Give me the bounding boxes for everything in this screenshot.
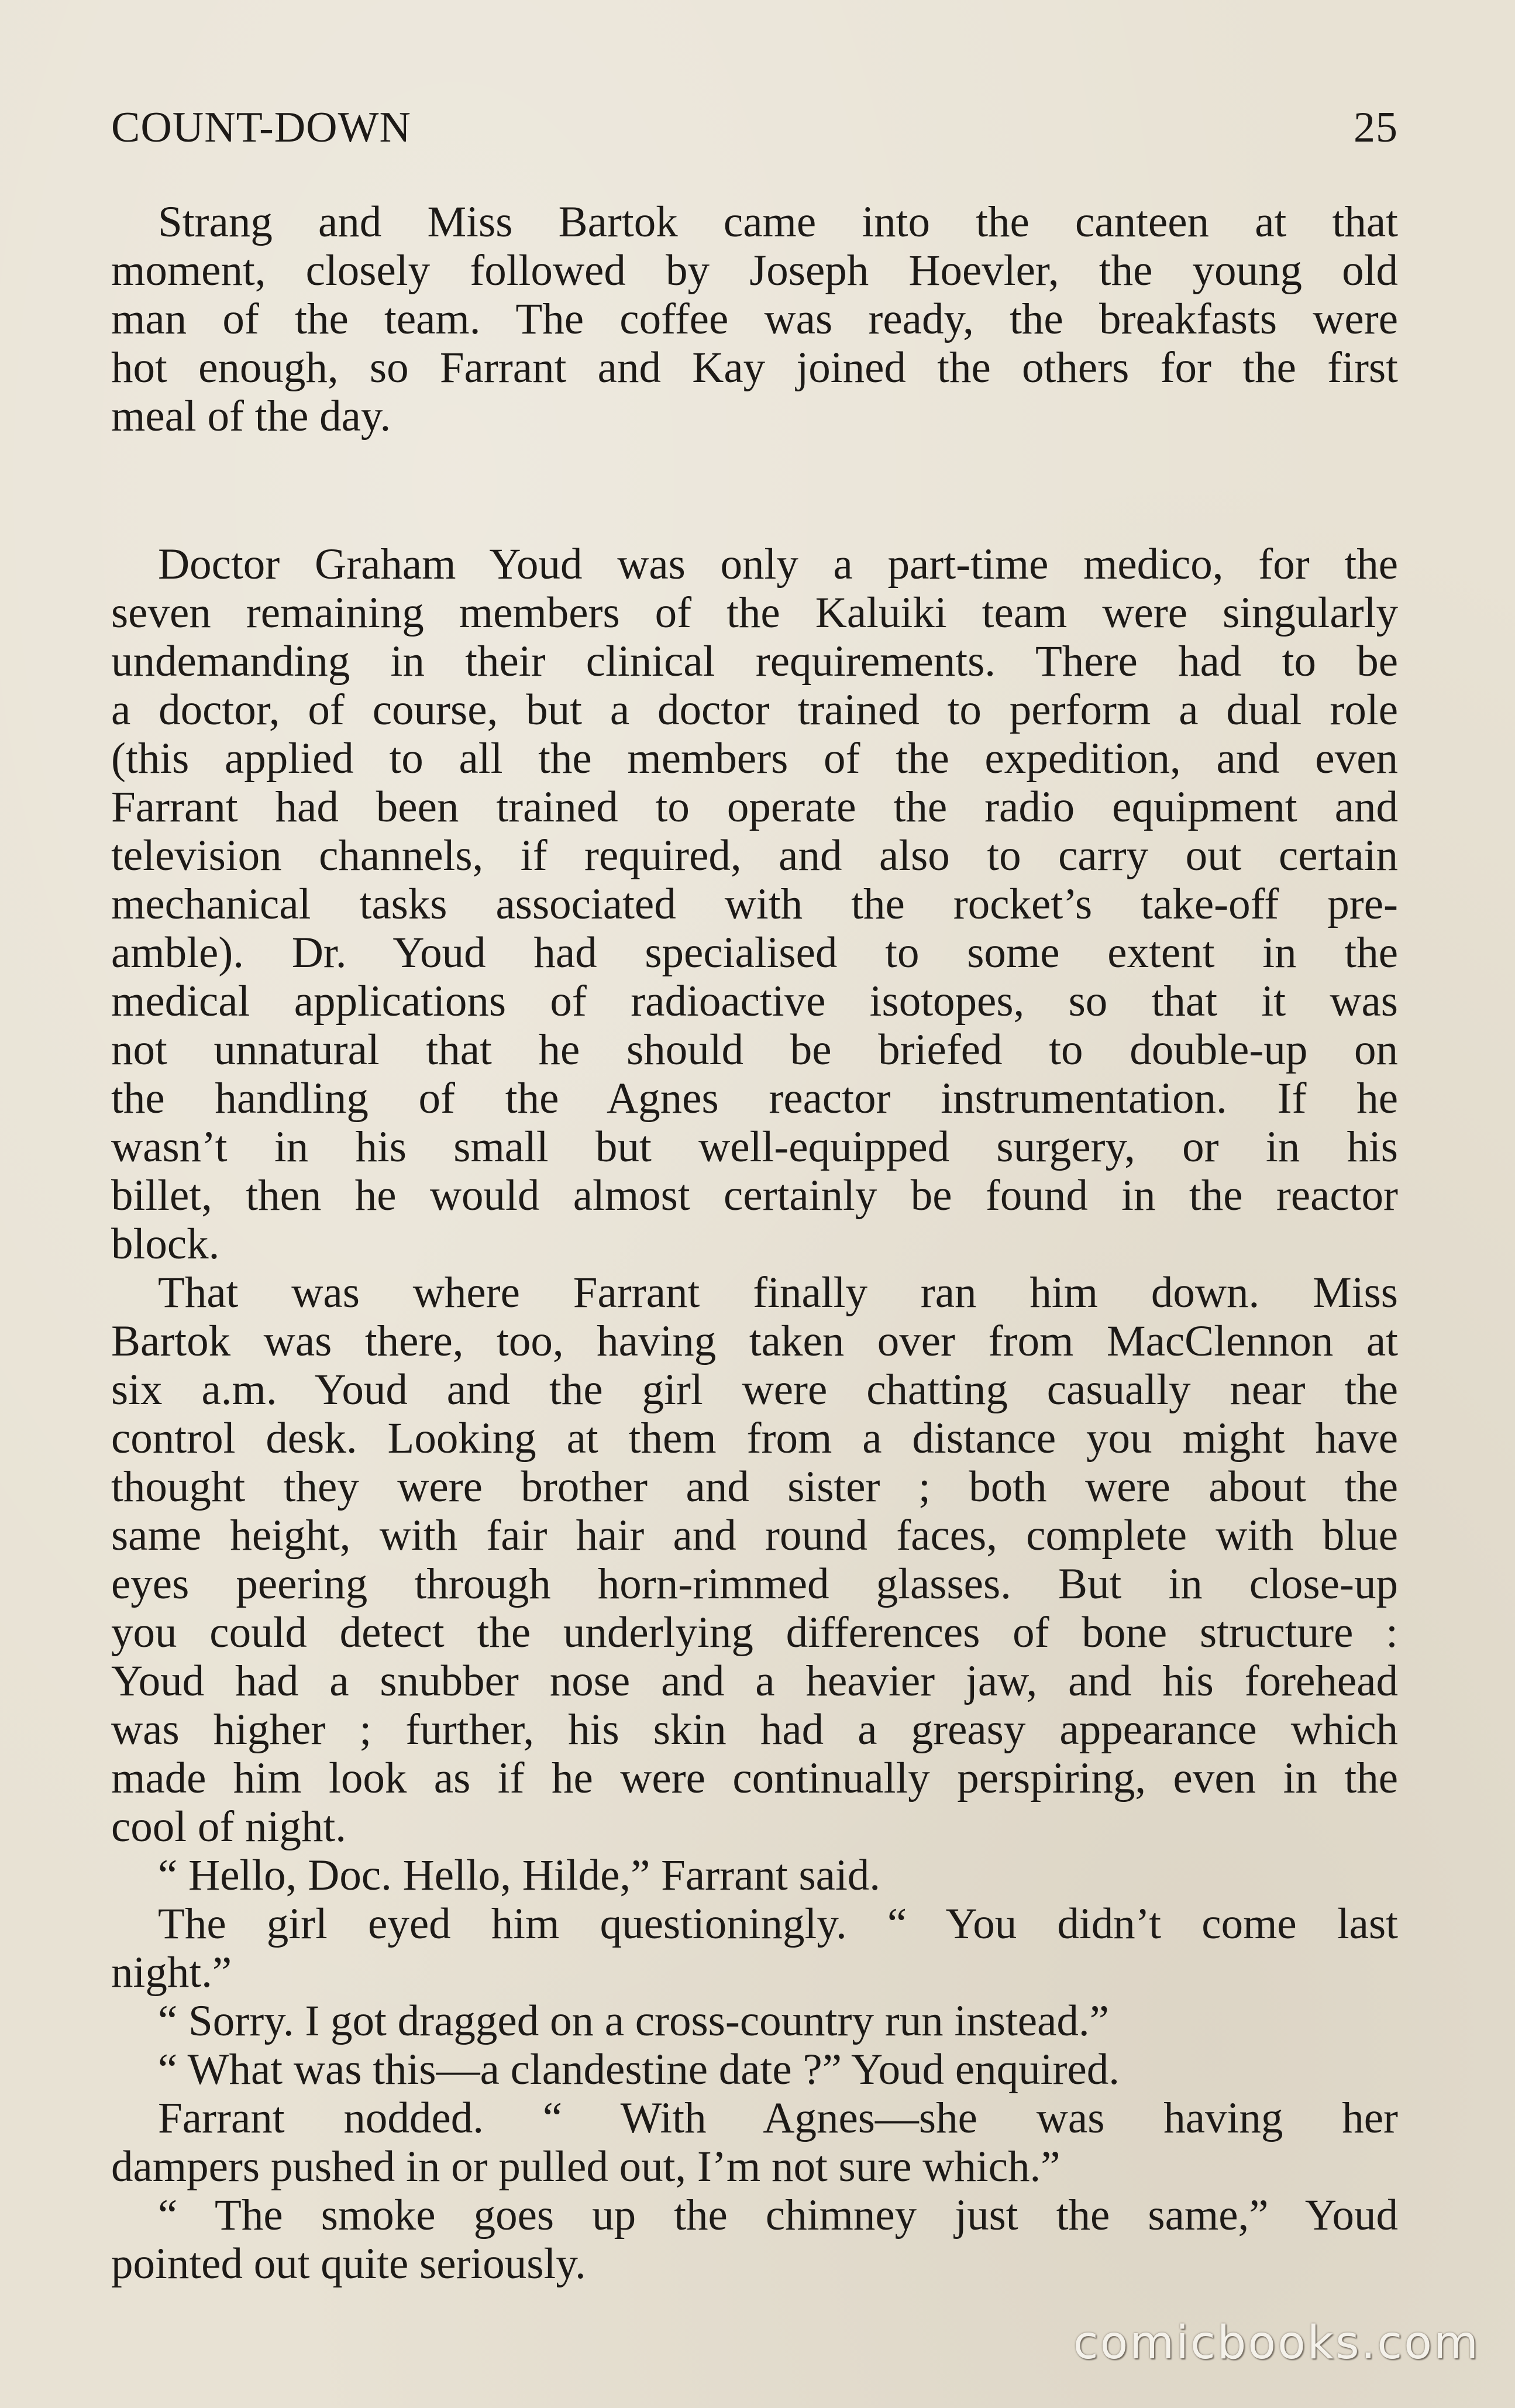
- text-line: hot enough, so Farrant and Kay joined the others for the first: [111, 343, 1398, 392]
- text-line: a doctor, of course, but a doctor trained to perform a dual role: [111, 686, 1398, 734]
- paragraph-canteen: [111, 198, 1398, 441]
- text-line: medical applications of radioactive isotopes, so that it was: [111, 977, 1398, 1026]
- text-line: “ What was this—a clandestine date ?” Youd enquired.: [158, 2045, 1120, 2094]
- text-line: The girl eyed him questioningly. “ You didn’t come last: [158, 1900, 1398, 1948]
- text-line: cool of night.: [111, 1802, 347, 1851]
- text-line: you could detect the underlying differences of bone structure :: [111, 1608, 1398, 1657]
- section-doctor-youd: [111, 540, 1398, 2288]
- text-line: Youd had a snubber nose and a heavier jaw, and his forehead: [111, 1657, 1398, 1705]
- text-line: “ The smoke goes up the chimney just the same,” Youd: [158, 2191, 1398, 2240]
- text-line: “ Sorry. I got dragged on a cross-country run instead.”: [158, 1997, 1109, 2045]
- text-line: television channels, if required, and also to carry out certain: [111, 831, 1398, 880]
- text-line: not unnatural that he should be briefed to double-up on: [111, 1026, 1398, 1074]
- text-line: man of the team. The coffee was ready, the breakfasts were: [111, 295, 1398, 343]
- running-head: [111, 98, 1398, 157]
- text-line: mechanical tasks associated with the rocket’s take-off pre-: [111, 880, 1398, 928]
- text-line: seven remaining members of the Kaluiki team were singularly: [111, 589, 1398, 637]
- text-line: dampers pushed in or pulled out, I’m not sure which.”: [111, 2142, 1060, 2191]
- text-line: Farrant nodded. “ With Agnes—she was having her: [158, 2094, 1398, 2142]
- text-line: pointed out quite seriously.: [111, 2240, 586, 2288]
- text-line: Farrant had been trained to operate the radio equipment and: [111, 783, 1398, 831]
- text-line: the handling of the Agnes reactor instrumentation. If he: [111, 1074, 1398, 1123]
- text-line: made him look as if he were continually perspiring, even in the: [111, 1754, 1398, 1802]
- text-line: eyes peering through horn-rimmed glasses. But in close-up: [111, 1560, 1398, 1608]
- text-line: night.”: [111, 1948, 232, 1997]
- text-line: (this applied to all the members of the expedition, and even: [111, 734, 1398, 783]
- text-line: billet, then he would almost certainly be found in the reactor: [111, 1171, 1398, 1220]
- page-number: 25: [1354, 104, 1398, 152]
- text-line: undemanding in their clinical requirements. There had to be: [111, 637, 1398, 686]
- text-line: moment, closely followed by Joseph Hoevler, the young old: [111, 246, 1398, 295]
- text-line: six a.m. Youd and the girl were chatting casually near the: [111, 1365, 1398, 1414]
- text-line: same height, with fair hair and round faces, complete with blue: [111, 1511, 1398, 1560]
- text-line: Bartok was there, too, having taken over from MacClennon at: [111, 1317, 1398, 1365]
- text-line: control desk. Looking at them from a distance you might have: [111, 1414, 1398, 1463]
- text-line: Doctor Graham Youd was only a part-time medico, for the: [158, 540, 1398, 589]
- text-line: thought they were brother and sister ; both were about the: [111, 1463, 1398, 1511]
- text-line: Strang and Miss Bartok came into the canteen at that: [158, 198, 1398, 246]
- text-line: “ Hello, Doc. Hello, Hilde,” Farrant said.: [158, 1851, 881, 1900]
- text-line: block.: [111, 1220, 220, 1268]
- text-line: wasn’t in his small but well-equipped surgery, or in his: [111, 1123, 1398, 1171]
- text-line: amble). Dr. Youd had specialised to some extent in the: [111, 928, 1398, 977]
- text-line: was higher ; further, his skin had a greasy appearance which: [111, 1705, 1398, 1754]
- text-line: meal of the day.: [111, 392, 391, 441]
- running-title: COUNT-DOWN: [111, 104, 411, 152]
- text-line: That was where Farrant finally ran him down. Miss: [158, 1268, 1398, 1317]
- watermark: comicbooks.com: [1073, 2317, 1480, 2369]
